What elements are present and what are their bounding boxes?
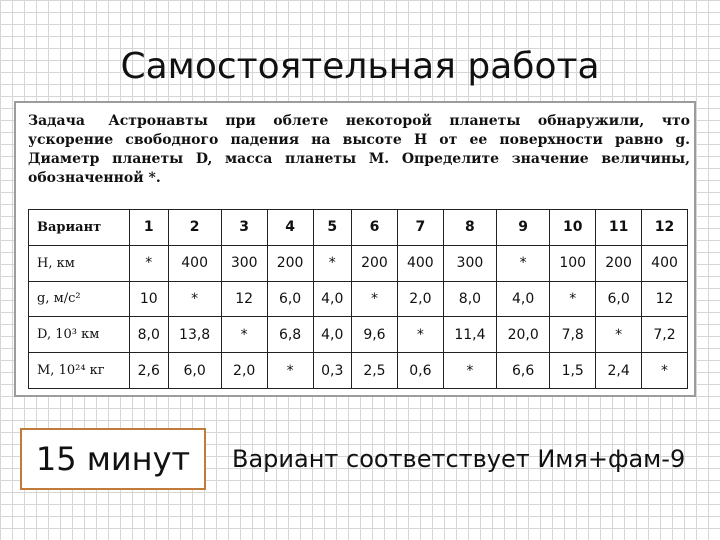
problem-statement: [28, 112, 690, 188]
table-cell: *: [267, 353, 313, 389]
variant-number: 5: [313, 210, 352, 246]
table-row: [29, 281, 688, 317]
table-cell: *: [352, 281, 398, 317]
table-cell: *: [168, 281, 221, 317]
variant-number: 3: [221, 210, 267, 246]
variant-note: Вариант соответствует Имя+фам-9: [232, 445, 686, 473]
table-cell: 12: [642, 281, 688, 317]
table-cell: 200: [596, 245, 642, 281]
table-cell: *: [221, 317, 267, 353]
table-cell: 8,0: [443, 281, 496, 317]
table-cell: *: [313, 245, 352, 281]
variant-number: 4: [267, 210, 313, 246]
variant-number: 9: [497, 210, 550, 246]
variant-number: 10: [550, 210, 596, 246]
slide-title: Самостоятельная работа: [120, 46, 600, 87]
table-cell: 12: [221, 281, 267, 317]
table-cell: 1,5: [550, 353, 596, 389]
table-cell: 6,0: [596, 281, 642, 317]
table-cell: 2,5: [352, 353, 398, 389]
variant-number: 1: [130, 210, 169, 246]
variant-number: 2: [168, 210, 221, 246]
table-cell: 2,4: [596, 353, 642, 389]
table-cell: 400: [642, 245, 688, 281]
table-cell: 100: [550, 245, 596, 281]
variant-number: 7: [397, 210, 443, 246]
table-cell: 6,0: [267, 281, 313, 317]
timer-box: 15 минут: [20, 428, 206, 490]
table-cell: 200: [352, 245, 398, 281]
table-cell: 11,4: [443, 317, 496, 353]
header-label: Вариант: [29, 210, 130, 246]
table-cell: 13,8: [168, 317, 221, 353]
variants-table: [28, 209, 688, 389]
table-cell: 200: [267, 245, 313, 281]
table-cell: 0,3: [313, 353, 352, 389]
table-cell: *: [397, 317, 443, 353]
task-card: [14, 101, 696, 397]
variant-number: 11: [596, 210, 642, 246]
table-cell: 400: [397, 245, 443, 281]
table-cell: 7,2: [642, 317, 688, 353]
table-cell: 4,0: [313, 317, 352, 353]
table-row: [29, 317, 688, 353]
table-row: [29, 353, 688, 389]
table-cell: *: [596, 317, 642, 353]
variant-number: 12: [642, 210, 688, 246]
table-cell: 10: [130, 281, 169, 317]
table-cell: *: [497, 245, 550, 281]
table-cell: 2,0: [221, 353, 267, 389]
table-cell: 8,0: [130, 317, 169, 353]
table-row: [29, 245, 688, 281]
table-cell: 20,0: [497, 317, 550, 353]
problem-lead: Задача: [28, 113, 85, 129]
table-cell: 7,8: [550, 317, 596, 353]
table-cell: 300: [221, 245, 267, 281]
table-cell: *: [443, 353, 496, 389]
table-cell: 6,8: [267, 317, 313, 353]
table-cell: 4,0: [497, 281, 550, 317]
variant-number: 8: [443, 210, 496, 246]
table-header-row: [29, 210, 688, 246]
table-cell: *: [550, 281, 596, 317]
row-label: D, 10³ км: [29, 317, 130, 353]
table-cell: 9,6: [352, 317, 398, 353]
row-label: H, км: [29, 245, 130, 281]
row-label: M, 10²⁴ кг: [29, 353, 130, 389]
table-cell: 6,0: [168, 353, 221, 389]
table-cell: 4,0: [313, 281, 352, 317]
table-cell: 2,6: [130, 353, 169, 389]
table-cell: *: [130, 245, 169, 281]
table-cell: 300: [443, 245, 496, 281]
variant-number: 6: [352, 210, 398, 246]
table-cell: 2,0: [397, 281, 443, 317]
problem-text: Астронавты при облете некоторой планеты обнаружили, что ускорение свободного падения на высоте H от ее поверхности равно g. Диаметр планеты D, масса планеты M. Определите значение величины, обозначенной *.: [28, 113, 690, 186]
row-label: g, м/с²: [29, 281, 130, 317]
table-cell: 400: [168, 245, 221, 281]
table-cell: *: [642, 353, 688, 389]
table-cell: 0,6: [397, 353, 443, 389]
table-cell: 6,6: [497, 353, 550, 389]
